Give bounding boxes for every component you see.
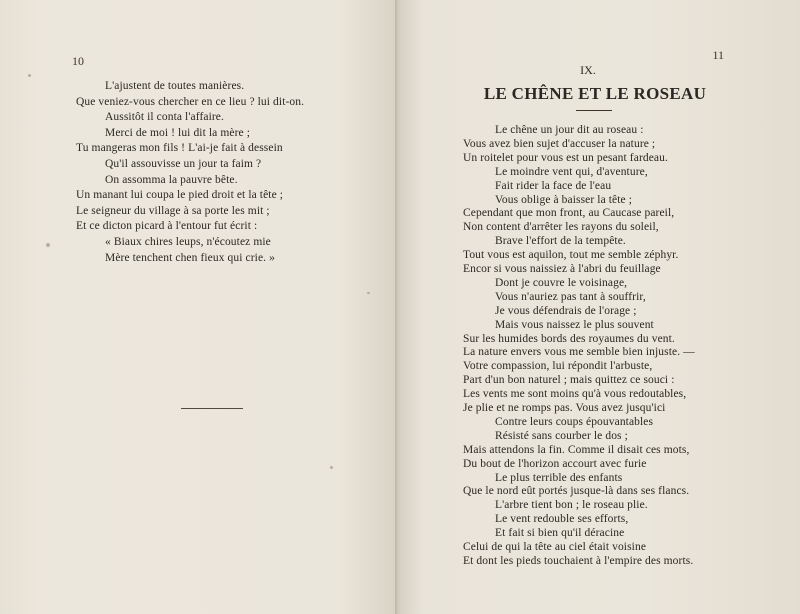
poem-line: L'ajustent de toutes manières. bbox=[105, 80, 245, 92]
end-rule bbox=[181, 408, 243, 409]
poem-line: Cependant que mon front, au Caucase pareil, bbox=[463, 207, 675, 220]
poem-line: Qu'il assouvisse un jour ta faim ? bbox=[105, 158, 262, 170]
poem-line: Encor si vous naissiez à l'abri du feuillage bbox=[463, 263, 661, 275]
poem-line: Part d'un bon naturel ; mais quittez ce souci : bbox=[463, 374, 675, 387]
poem-line: Vous n'auriez pas tant à souffrir, bbox=[495, 290, 646, 303]
chapter-number: IX. bbox=[580, 63, 596, 77]
poem-line: Tout vous est aquilon, tout me semble zéphyr. bbox=[463, 249, 679, 262]
paper-spot bbox=[330, 466, 333, 469]
poem-line: Fait rider la face de l'eau bbox=[495, 179, 612, 192]
paper-spot bbox=[28, 74, 31, 77]
poem-line: Non content d'arrêter les rayons du soleil, bbox=[463, 221, 659, 234]
poem-line: Sur les humides bords des royaumes du vent. bbox=[463, 332, 675, 345]
poem-line: Les vents me sont moins qu'à vous redoutables, bbox=[463, 388, 687, 401]
poem-line: Résisté sans courber le dos ; bbox=[495, 429, 628, 442]
poem-line: Aussitôt il conta l'affaire. bbox=[105, 111, 224, 124]
poem-line: Un roitelet pour vous est un pesant fardeau. bbox=[463, 151, 668, 164]
paper-spot bbox=[367, 292, 370, 294]
poem-line: Un manant lui coupa le pied droit et la tête ; bbox=[76, 189, 284, 202]
poem-line: Et dont les pieds touchaient à l'empire des morts. bbox=[463, 554, 694, 567]
left-page-number: 10 bbox=[72, 54, 84, 68]
poem-line: Et ce dicton picard à l'entour fut écrit : bbox=[76, 220, 258, 233]
poem-line: Merci de moi ! lui dit la mère ; bbox=[105, 126, 250, 139]
poem-line: Le seigneur du village à sa porte les mit ; bbox=[76, 204, 270, 217]
poem-line: L'arbre tient bon ; le roseau plie. bbox=[495, 499, 648, 512]
poem-line: Celui de qui la tête au ciel était voisine bbox=[463, 541, 647, 553]
poem-title: LE CHÊNE ET LE ROSEAU bbox=[483, 84, 707, 103]
poem-line: « Biaux chires leups, n'écoutez mie bbox=[105, 236, 271, 248]
poem-line: Le plus terrible des enfants bbox=[495, 471, 623, 484]
poem-line: Du bout de l'horizon accourt avec furie bbox=[463, 457, 647, 470]
paper-spot bbox=[46, 243, 50, 247]
poem-line: Je vous défendrais de l'orage ; bbox=[495, 304, 637, 317]
poem-line: Contre leurs coups épouvantables bbox=[495, 415, 654, 428]
poem-line: Je plie et ne romps pas. Vous avez jusqu'ici bbox=[463, 402, 666, 414]
poem-line: Tu mangeras mon fils ! L'ai-je fait à dessein bbox=[76, 142, 283, 155]
right-page-number: 11 bbox=[712, 48, 724, 62]
poem-line: Le moindre vent qui, d'aventure, bbox=[495, 165, 648, 178]
poem-line: Le vent redouble ses efforts, bbox=[495, 513, 629, 526]
poem-line: Mère tenchent chen fieux qui crie. » bbox=[105, 251, 275, 264]
poem-line: Dont je couvre le voisinage, bbox=[495, 276, 628, 289]
poem-line: Vous avez bien sujet d'accuser la nature ; bbox=[463, 137, 656, 150]
poem-line: Que le nord eût portés jusque-là dans ses flancs. bbox=[463, 485, 690, 498]
poem-line: On assomma la pauvre bête. bbox=[105, 173, 238, 186]
poem-line: Votre compassion, lui répondit l'arbuste, bbox=[463, 360, 653, 373]
poem-line: La nature envers vous me semble bien injuste. — bbox=[463, 346, 695, 359]
poem-line: Et fait si bien qu'il déracine bbox=[495, 527, 625, 540]
poem-line: Que veniez-vous chercher en ce lieu ? lui dit-on. bbox=[76, 95, 305, 108]
title-rule bbox=[576, 110, 612, 111]
poem-line: Mais vous naissez le plus souvent bbox=[495, 318, 654, 331]
poem-line: Vous oblige à baisser la tête ; bbox=[495, 193, 633, 206]
poem-line: Brave l'effort de la tempête. bbox=[495, 235, 626, 248]
poem-line: Le chêne un jour dit au roseau : bbox=[495, 124, 644, 136]
left-page bbox=[0, 0, 397, 614]
poem-line: Mais attendons la fin. Comme il disait ces mots, bbox=[463, 443, 690, 456]
